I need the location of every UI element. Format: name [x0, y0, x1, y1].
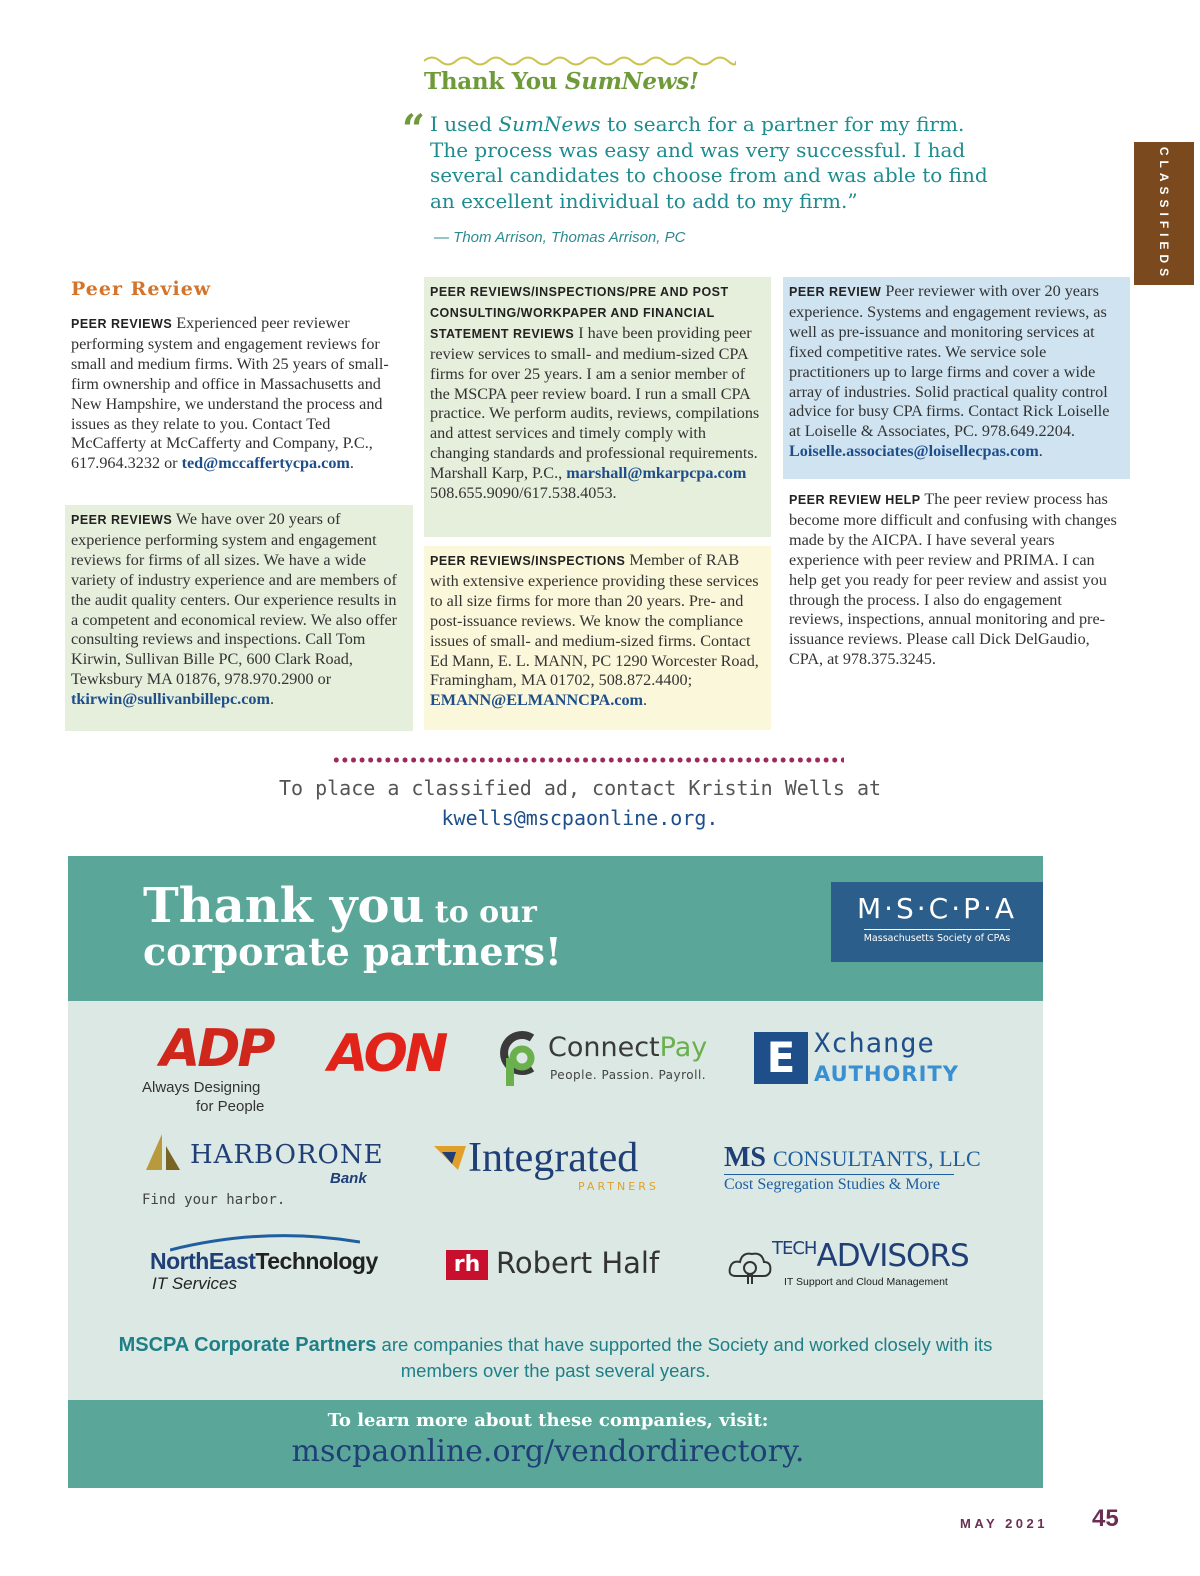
ad5-email-link[interactable]: Loiselle.associates@loisellecpas.com: [789, 442, 1039, 461]
place-ad-email-link[interactable]: kwells@mscpaonline.org: [441, 806, 707, 830]
testimonial-heading: Thank You SumNews!: [424, 68, 699, 95]
partners-header: [68, 856, 1043, 1001]
connectpay-logo[interactable]: ConnectPay People. Passion. Payroll.: [496, 1028, 726, 1092]
partners-footer-band: [68, 1400, 1043, 1488]
place-ad-note: To place a classified ad, contact Kristin Wells at kwells@mscpaonline.org.: [278, 776, 882, 830]
classified-ad-2: PEER REVIEWS We have over 20 years of experience performing system and engagement reviews for firms of all sizes. We have a wide variety of industry experience and are members of the audit quality centers. Our experience results in a competent and economical review. We also offer consulting reviews and inspections. Call Tom Kirwin, Sullivan Bille PC, 600 Clark Road, Tewksbury MA 01876, 978.970.2900 or tkirwin@sullivanbillepc.com.: [65, 505, 413, 731]
classified-ad-3: PEER REVIEWS/INSPECTIONS/PRE AND POST CONSULTING/WORKPAPER AND FINANCIAL STATEMENT REVIEWS I have been providing peer review services to small- and medium-sized CPA firms for over 25 years. I am a senior member of the MSCPA peer review board. I run a small CPA practice. We perform audits, reviews, compilations and attest services and timely comply with changing standards and professional requirements. Marshall Karp, P.C., marshall@mkarpcpa.com 508.655.9090/617.538.4053.: [424, 277, 771, 537]
testimonial-quote: I used SumNews to search for a partner for my firm. The process was easy and was very successful. I had several candidates to choose from and was able to find an excellent individual to add to my firm.”: [430, 112, 988, 213]
classified-ad-1: PEER REVIEWS Experienced peer reviewer performing system and engagement reviews for small and medium firms. With 25 years of small-firm ownership and office in Massachusetts and New Hampshire, we understand the process and issues as they relate to you. Contact Ted McCafferty at McCafferty and Company, P.C., 617.964.3232 or ted@mccaffertycpa.com.: [71, 314, 389, 473]
page-number: 45: [1092, 1505, 1119, 1532]
testimonial-attribution: — Thom Arrison, Thomas Arrison, PC: [434, 229, 686, 246]
classified-ad-6: PEER REVIEW HELP The peer review process has become more difficult and confusing with changes made by the AICPA. I have several years experience with peer review and PRIMA. I can help get you ready for peer review and assist you through the process. I also do engagement reviews, inspections, annual monitoring and pre-issuance reviews. Please call Dick DelGaudio, CPA, at 978.375.3245.: [789, 490, 1117, 669]
robert-half-logo[interactable]: rh Robert Half: [446, 1246, 686, 1286]
harborone-logo[interactable]: HARBORONE Bank Find your harbor.: [142, 1130, 382, 1214]
adp-logo[interactable]: ADP Always Designing for People: [142, 1019, 273, 1115]
squiggle-divider: [424, 54, 736, 68]
mscpa-logo: M·S·C·P·A Massachusetts Society of CPAs: [831, 882, 1043, 962]
ad2-email-link[interactable]: tkirwin@sullivanbillepc.com: [71, 690, 270, 709]
aon-logo[interactable]: AON: [328, 1024, 446, 1084]
ms-consultants-logo[interactable]: MS CONSULTANTS, LLC Cost Segregation Studies & More: [724, 1142, 981, 1193]
ad4-email-link[interactable]: EMANN@ELMANNCPA.com: [430, 691, 644, 710]
section-heading: Peer Review: [71, 278, 212, 300]
classified-ad-4: PEER REVIEWS/INSPECTIONS Member of RAB with extensive experience providing these services to all size firms for more than 20 years. Pre- and post-issuance reviews. We know the compliance issues of small- and medium-sized firms. Contact Ed Mann, E. L. MANN, PC 1290 Worcester Road, Framingham, MA 01702, 508.872.4400; EMANN@ELMANNCPA.com.: [424, 546, 771, 730]
harborone-sail-icon: [142, 1132, 182, 1170]
partners-heading-line1: Thank you to our: [143, 878, 537, 934]
quote-mark-icon: “: [402, 106, 426, 153]
exchange-authority-logo[interactable]: E Xchange AUTHORITY: [754, 1028, 974, 1092]
ad3-email-link[interactable]: marshall@mkarpcpa.com: [566, 464, 747, 483]
partners-description: MSCPA Corporate Partners are companies that have supported the Society and worked closely with its members over the past several years.: [118, 1334, 993, 1381]
integrated-flag-icon: [434, 1146, 466, 1170]
tech-advisors-logo[interactable]: $^{TECH}$ADVISORS IT Support and Cloud Management: [726, 1238, 956, 1300]
learn-more-text: To learn more about these companies, visit:: [327, 1410, 769, 1431]
integrated-partners-logo[interactable]: Integrated PARTNERS: [434, 1138, 664, 1200]
northeast-technology-logo[interactable]: NorthEastTechnology IT Services: [150, 1232, 370, 1304]
connectpay-icon: [496, 1028, 546, 1090]
ad1-email-link[interactable]: ted@mccaffertycpa.com: [181, 454, 350, 473]
classifieds-side-tab: CLASSIFIEDS: [1134, 142, 1194, 285]
corporate-partners-panel: [68, 856, 1043, 1488]
partners-heading-line2: corporate partners!: [143, 929, 562, 974]
cloud-bulb-icon: [726, 1244, 774, 1292]
dotted-divider: [332, 756, 844, 764]
issue-date: MAY 2021: [960, 1516, 1048, 1531]
classified-ad-5: PEER REVIEW Peer reviewer with over 20 years experience. Systems and engagement reviews, as well as pre-issuance and monitoring services at fixed competitive rates. We service sole practitioners up to large firms and cover a wide array of industries. Solid practical quality control advice for busy CPA firms. Contact Rick Loiselle at Loiselle & Associates, PC. 978.649.2204. Loiselle.associates@loisellecpas.com.: [783, 277, 1130, 479]
vendor-directory-link[interactable]: mscpaonline.org/vendordirectory.: [291, 1434, 805, 1469]
